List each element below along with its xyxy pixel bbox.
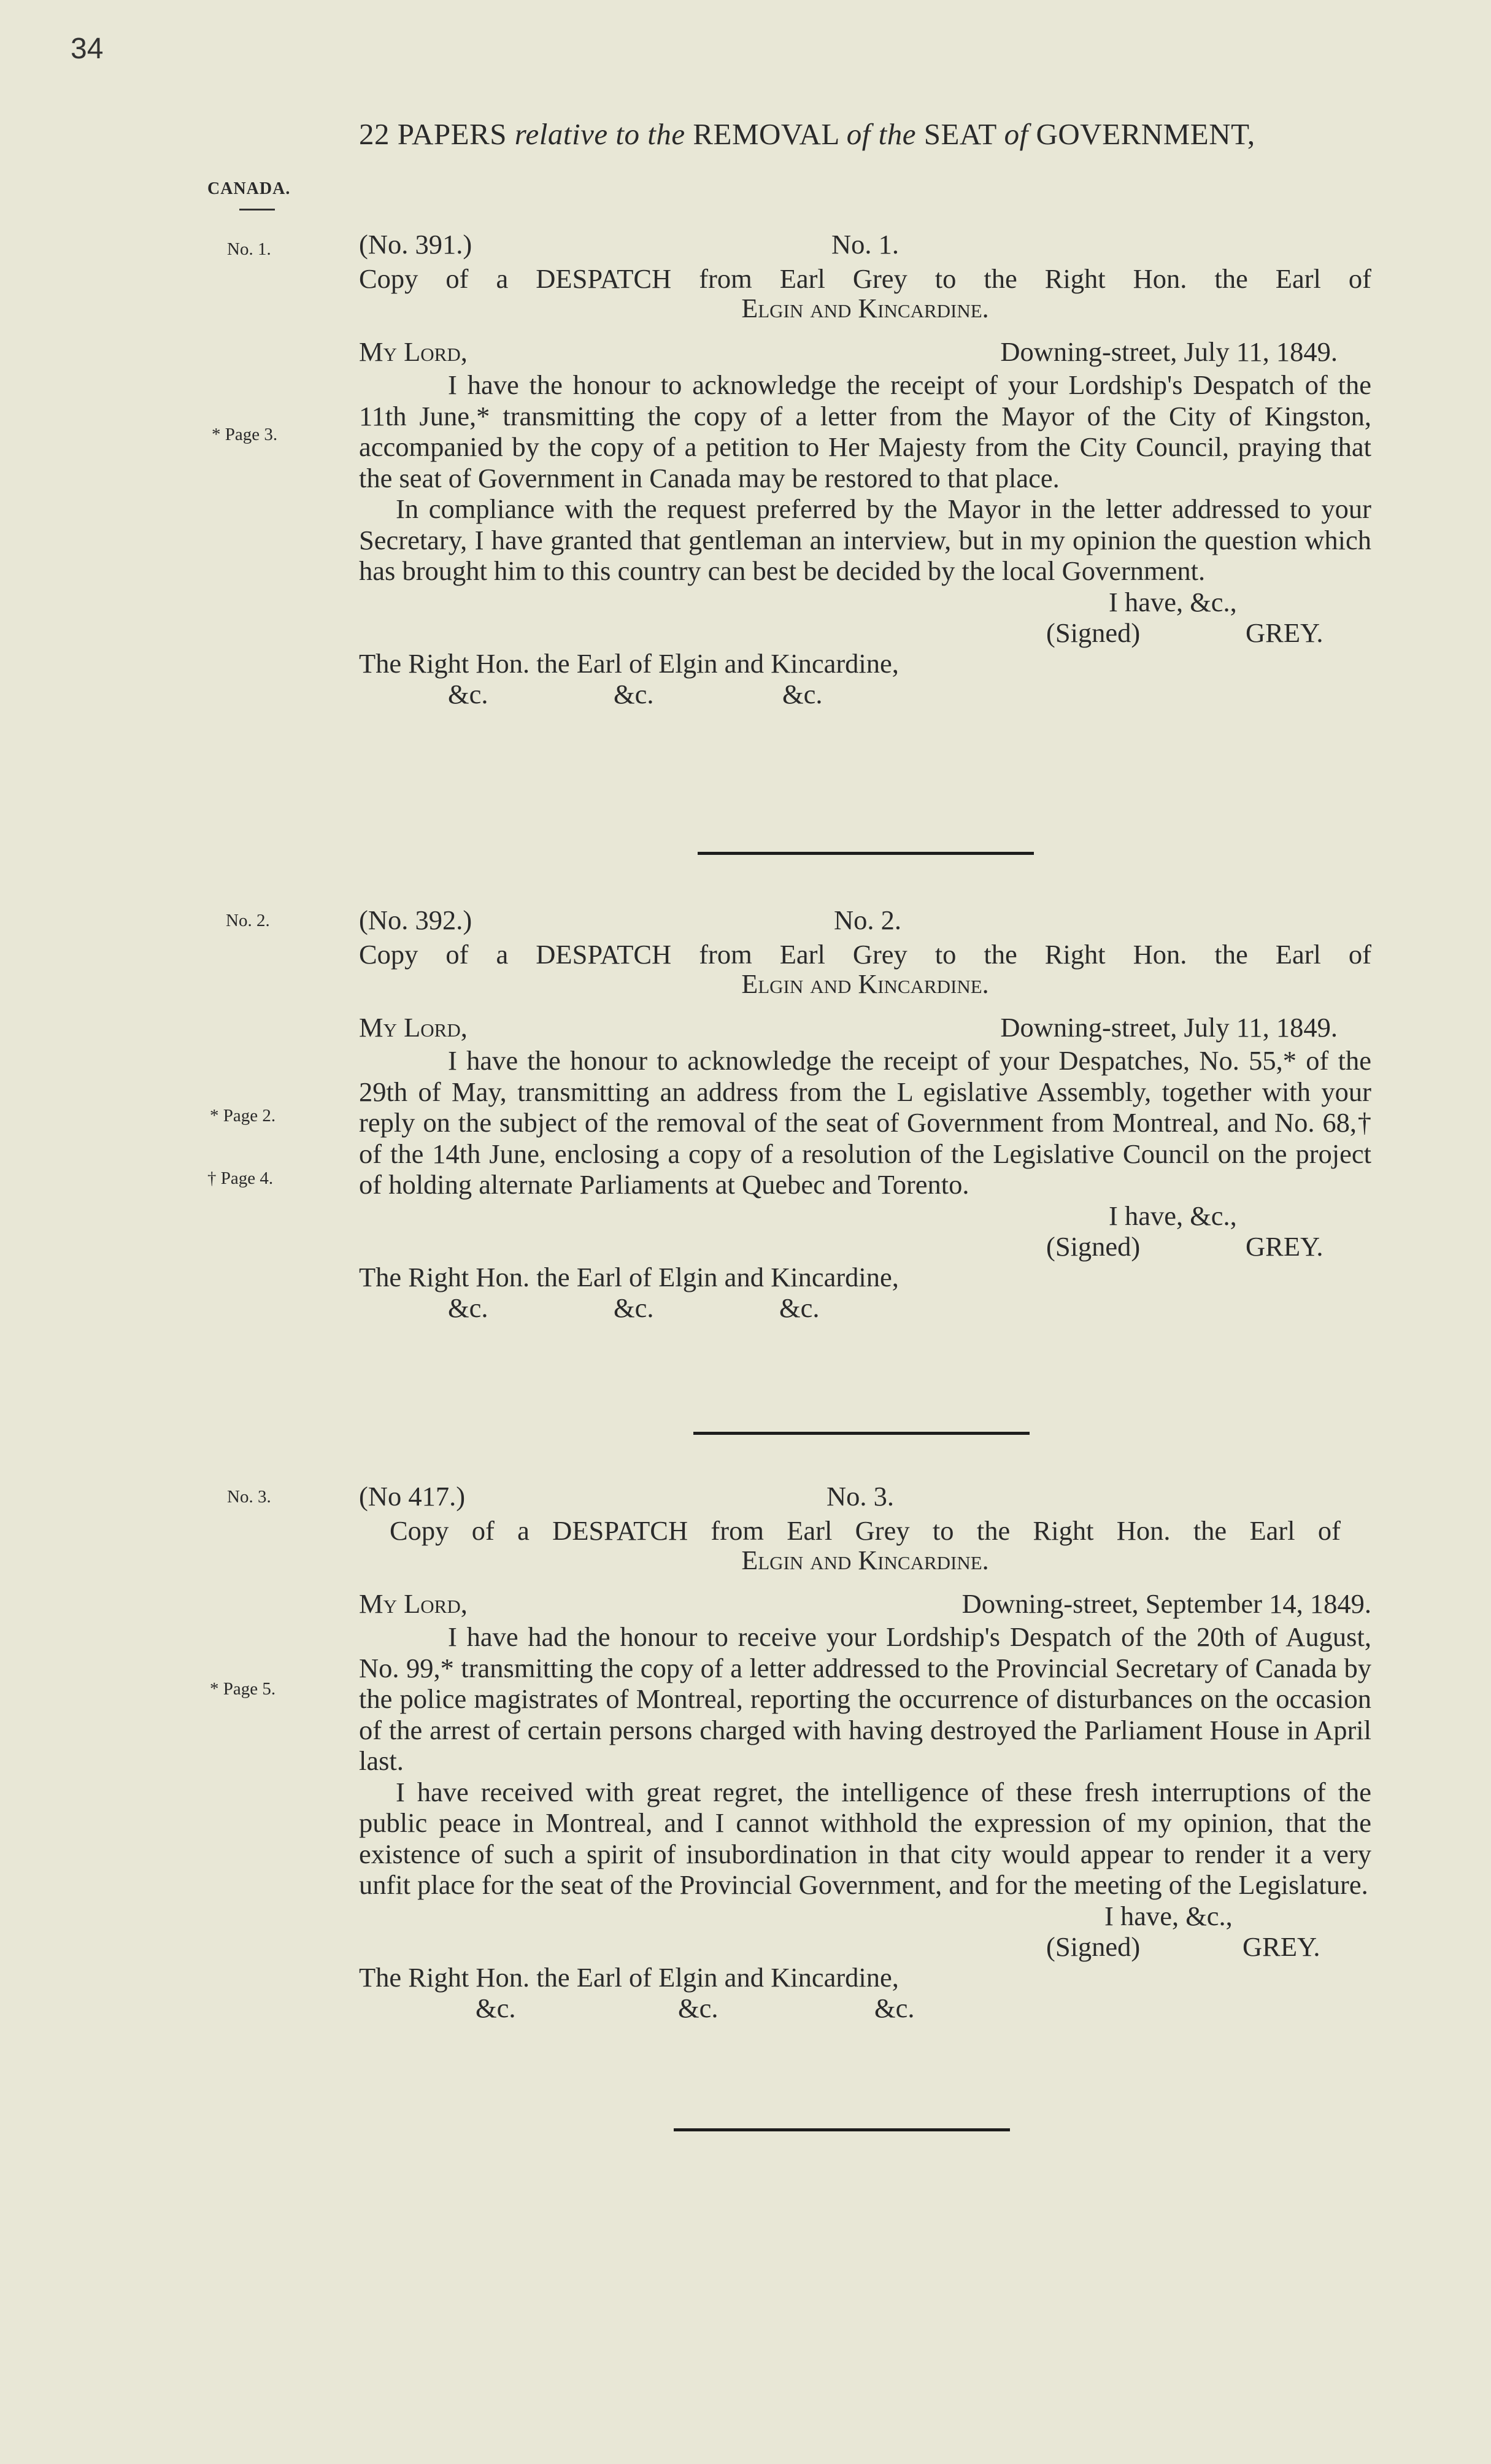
page-number: 34 bbox=[71, 33, 104, 65]
margin-note: * Page 5. bbox=[210, 1679, 276, 1699]
signatory: GREY. bbox=[1246, 1230, 1323, 1262]
body-paragraph: I have received with great regret, the intelligence of these fresh interruptions of the public peace in Montreal, and I cannot withhold the expression of my opinion, that the existence of such a spirit of insubordination in that city would appear to render it a very unfit place for the seat of the Provincial Government, and for the meeting of the Legislature. bbox=[359, 1776, 1371, 1900]
despatch-number: No. 2. bbox=[834, 905, 902, 935]
margin-note: * Page 2. bbox=[210, 1106, 276, 1126]
despatch-title-line: Copy of a DESPATCH from Earl Grey to the Right Hon. the Earl of bbox=[359, 939, 1371, 970]
section-divider bbox=[698, 852, 1034, 855]
running-head-part: of bbox=[1004, 117, 1028, 151]
place-date: Downing-street, September 14, 1849. bbox=[961, 1588, 1371, 1619]
margin-heading: CANADA. bbox=[207, 179, 291, 198]
running-head-part: of the bbox=[846, 117, 916, 151]
etc-mark: &c. bbox=[779, 1292, 820, 1323]
closing: I have, &c., bbox=[1109, 586, 1237, 617]
salutation: My Lord, bbox=[359, 1588, 468, 1619]
running-head-part: 22 PAPERS bbox=[359, 117, 507, 151]
addressee: The Right Hon. the Earl of Elgin and Kincardine, bbox=[359, 1961, 899, 1993]
despatch-3 bbox=[359, 1481, 1371, 2023]
margin-heading-rule bbox=[239, 209, 275, 210]
despatch-number: No. 3. bbox=[826, 1481, 895, 1512]
despatch-title bbox=[359, 263, 1371, 295]
etc-mark: &c. bbox=[448, 1292, 488, 1323]
signatory: GREY. bbox=[1242, 1931, 1320, 1962]
body-paragraph: I have the honour to acknowledge the receipt of your Lordship's Despatch of the 11th June,* transmitting the copy of a letter from the Mayor of the City of Kingston, accompanied by the copy of a petition to Her Majesty from the City Council, praying that the seat of Government in Canada may be restored to that place. bbox=[359, 369, 1371, 493]
running-head bbox=[359, 117, 1255, 152]
body-paragraph: I have the honour to acknowledge the receipt of your Despatches, No. 55,* of the 29th of May, transmitting an address from the L egislative Assembly, together with your reply on the subject of the removal of the seat of Government from Montreal, and No. 68,† of the 14th June, enclosing a copy of a resolution of the Legislative Council on the project of holding alternate Parliaments at Quebec and Torento. bbox=[359, 1045, 1371, 1200]
despatch-ref: (No. 391.) bbox=[359, 229, 472, 260]
etc-mark: &c. bbox=[678, 1993, 719, 2023]
addressee: The Right Hon. the Earl of Elgin and Kincardine, bbox=[359, 647, 899, 679]
despatch-title-recipient: Elgin and Kincardine. bbox=[741, 293, 989, 323]
despatch-title-recipient: Elgin and Kincardine. bbox=[741, 968, 989, 999]
despatch-ref: (No 417.) bbox=[359, 1481, 466, 1512]
etc-mark: &c. bbox=[614, 1292, 654, 1323]
salutation: My Lord, bbox=[359, 1012, 468, 1043]
etc-mark: &c. bbox=[874, 1993, 915, 2023]
despatch-title-line: Copy of a DESPATCH from Earl Grey to the Right Hon. the Earl of bbox=[359, 263, 1371, 294]
margin-note: * Page 3. bbox=[212, 425, 278, 444]
etc-mark: &c. bbox=[476, 1993, 516, 2023]
signed-label: (Signed) bbox=[1046, 1931, 1141, 1962]
place-date: Downing-street, July 11, 1849. bbox=[1000, 1012, 1338, 1043]
despatch-number: No. 1. bbox=[831, 229, 900, 260]
despatch-title bbox=[359, 1515, 1371, 1547]
despatch-ref: (No. 392.) bbox=[359, 905, 472, 935]
signed-label: (Signed) bbox=[1046, 617, 1141, 648]
salutation: My Lord, bbox=[359, 336, 468, 367]
body-paragraph: In compliance with the request preferred by the Mayor in the letter addressed to your Secretary, I have granted that gentleman an interview, but in my opinion the question which has brought him to this country can best be decided by the local Government. bbox=[359, 493, 1371, 586]
margin-number: No. 3. bbox=[227, 1487, 271, 1507]
despatch-title-line: Copy of a DESPATCH from Earl Grey to the Right Hon. the Earl of bbox=[390, 1515, 1341, 1546]
margin-number: No. 1. bbox=[227, 239, 271, 259]
place-date: Downing-street, July 11, 1849. bbox=[1000, 336, 1338, 367]
closing: I have, &c., bbox=[1104, 1900, 1233, 1931]
running-head-part: SEAT bbox=[923, 117, 996, 151]
addressee: The Right Hon. the Earl of Elgin and Kincardine, bbox=[359, 1261, 899, 1292]
running-head-part: relative to the bbox=[514, 117, 685, 151]
running-head-part: GOVERNMENT, bbox=[1036, 117, 1255, 151]
etc-mark: &c. bbox=[448, 679, 488, 709]
closing: I have, &c., bbox=[1109, 1200, 1237, 1231]
despatch-1 bbox=[359, 229, 1371, 709]
body-paragraph: I have had the honour to receive your Lordship's Despatch of the 20th of August, No. 99,* transmitting the copy of a letter addressed to the Provincial Secretary of Canada by the police magistrates of Montreal, reporting the occurrence of disturbances on the occasion of the arrest of certain persons charged with having destroyed the Parliament House in April last. bbox=[359, 1621, 1371, 1776]
section-divider bbox=[693, 1432, 1030, 1435]
etc-mark: &c. bbox=[614, 679, 654, 709]
signed-label: (Signed) bbox=[1046, 1230, 1141, 1262]
running-head-part: REMOVAL bbox=[693, 117, 839, 151]
signatory: GREY. bbox=[1246, 617, 1323, 648]
section-divider bbox=[674, 2128, 1010, 2131]
despatch-title-recipient: Elgin and Kincardine. bbox=[741, 1545, 989, 1575]
despatch-2 bbox=[359, 905, 1371, 1323]
etc-mark: &c. bbox=[782, 679, 823, 709]
despatch-title bbox=[359, 939, 1371, 970]
margin-number: No. 2. bbox=[226, 911, 270, 930]
margin-note: † Page 4. bbox=[207, 1168, 274, 1188]
